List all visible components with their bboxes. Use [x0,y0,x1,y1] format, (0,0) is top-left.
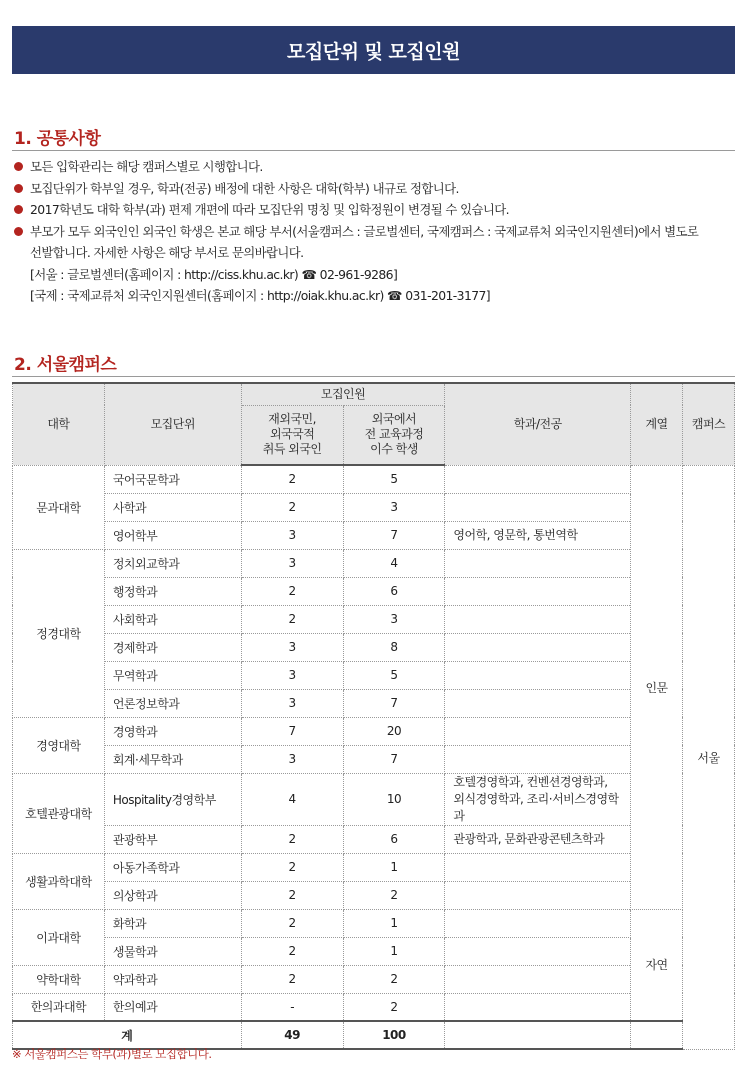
table-row: 회계·세무학과 3 7 [13,745,735,773]
common-notes [12,156,737,307]
total-row [13,1021,735,1049]
college-cell: 생활과학대학 [13,853,105,909]
field-cell: 인문 [631,465,683,909]
college-cell: 정경대학 [13,549,105,717]
table-row: 약학대학 약과학과 2 2 [13,965,735,993]
table-row: 사학과 2 3 [13,493,735,521]
campus-cell: 서울 [683,465,735,1049]
table-row: 생물학과 2 1 [13,937,735,965]
table-row: 언론정보학과 3 7 [13,689,735,717]
table-row: 문과대학 국어국문학과 2 5 인문 서울 [13,465,735,493]
header-field: 계열 [631,383,683,465]
header-major: 학과/전공 [445,383,631,465]
list-item: 부모가 모두 외국인인 외국인 학생은 본교 해당 부서(서울캠퍼스 : 글로벌센터, 국제캠퍼스 : 국제교류처 외국인지원센터)에서 별도로 [12,221,737,243]
table-row: 사회학과 2 3 [13,605,735,633]
total-foreign: 49 [241,1021,343,1049]
table-row: 무역학과 3 5 [13,661,735,689]
section-divider [12,376,735,377]
table-row: 의상학과 2 2 [13,881,735,909]
college-cell: 이과대학 [13,909,105,965]
bullet-icon [14,227,23,236]
contact-global: [국제 : 국제교류처 외국인지원센터(홈페이지 : http://oiak.khu.ac.kr) ☎ 031-201-3177] [30,288,491,303]
table-row: 경영대학 경영학과 7 20 [13,717,735,745]
header-abroad: 외국에서 전 교육과정 이수 학생 [343,405,445,465]
section-title-seoul: 2. 서울캠퍼스 [14,355,117,375]
table-row: 호텔관광대학 Hospitality경영학부 4 10 호텔경영학과, 컨벤션경영학과, 외식경영학과, 조리·서비스경영학과 [13,773,735,825]
total-label: 계 [13,1021,242,1049]
list-item: 2017학년도 대학 학부(과) 편제 개편에 따라 모집단위 명칭 및 입학정원이 변경될 수 있습니다. [12,199,737,221]
college-cell: 문과대학 [13,465,105,549]
header-foreign: 재외국민, 외국국적 취득 외국인 [241,405,343,465]
bullet-icon [14,184,23,193]
table-row: 이과대학 화학과 2 1 자연 [13,909,735,937]
table-row: 생활과학대학 아동가족학과 2 1 [13,853,735,881]
header-campus: 캠퍼스 [683,383,735,465]
list-item-continuation: 선발합니다. 자세한 사항은 해당 부서로 문의바랍니다. [30,245,304,260]
quota-table [12,382,735,1050]
bullet-icon [14,162,23,171]
header-unit: 모집단위 [104,383,241,465]
table-row: 영어학부 3 7 영어학, 영문학, 통번역학 [13,521,735,549]
table-row: 경제학과 3 8 [13,633,735,661]
bullet-icon [14,205,23,214]
table-row: 관광학부 2 6 관광학과, 문화관광콘텐츠학과 [13,825,735,853]
section-title-common: 1. 공통사항 [14,129,101,149]
footnote: ※ 서울캠퍼스는 학부(과)별로 모집합니다. [12,1047,212,1061]
table-row: 한의과대학 한의예과 - 2 [13,993,735,1021]
table-row: 행정학과 2 6 [13,577,735,605]
list-item: 모든 입학관리는 해당 캠퍼스별로 시행합니다. [12,156,737,178]
college-cell: 한의과대학 [13,993,105,1021]
section-divider [12,150,735,151]
college-cell: 약학대학 [13,965,105,993]
list-item: 모집단위가 학부일 경우, 학과(전공) 배정에 대한 사항은 대학(학부) 내규로 정합니다. [12,178,737,200]
page-banner: 모집단위 및 모집인원 [12,26,735,74]
college-cell: 경영대학 [13,717,105,773]
contact-seoul: [서울 : 글로벌센터(홈페이지 : http://ciss.khu.ac.kr) ☎ 02-961-9286] [30,266,398,282]
table-row: 정경대학 정치외교학과 3 4 [13,549,735,577]
college-cell: 호텔관광대학 [13,773,105,853]
total-abroad: 100 [343,1021,445,1049]
header-quota: 모집인원 [241,383,445,405]
field-cell: 자연 [631,909,683,1021]
header-college: 대학 [13,383,105,465]
